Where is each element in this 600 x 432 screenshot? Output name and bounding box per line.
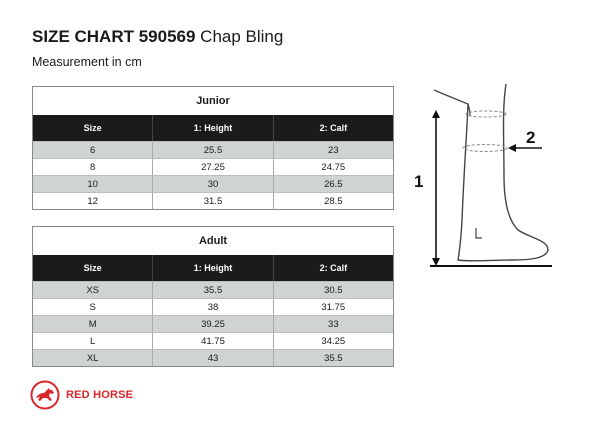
table-title: Junior [33,87,393,115]
title-product: Chap Bling [195,27,284,46]
table-cell: S [89,301,96,313]
table-cell: 43 [152,350,272,366]
table-row [33,281,393,298]
table-cell: 31.5 [152,193,272,209]
table-cell: 33 [273,316,393,332]
brand-logo [30,380,133,410]
table-row [33,315,393,332]
table-cell: 10 [87,178,98,190]
adult-size-table [32,226,394,367]
boot-outline [434,84,548,261]
table-title: Adult [33,227,393,255]
table-cell: 26.5 [273,176,393,192]
table-cell: 35.5 [152,282,272,298]
calf-measure-ring [463,145,507,152]
table-cell: 41.75 [152,333,272,349]
brand-name: RED HORSE [66,389,134,401]
table-cell: XL [86,352,99,364]
table-row [33,158,393,175]
table-cell: M [88,318,97,330]
table-row [33,332,393,349]
measurement-unit-note: Measurement in cm [32,55,142,69]
column-header: 2: Calf [273,255,393,281]
red-horse-logo-icon [30,380,60,410]
table-cell: 35.5 [273,350,393,366]
boot-zip-mark [476,228,482,238]
table-cell: L [90,335,96,347]
table-cell: 24.75 [273,159,393,175]
height-label: 1 [414,172,424,191]
table-cell: 12 [87,195,98,207]
column-header: 1: Height [152,115,272,141]
table-row [33,192,393,209]
top-measure-ring [466,111,506,117]
table-cell: 30.5 [273,282,393,298]
column-header: 2: Calf [273,115,393,141]
table-row [33,298,393,315]
column-header: Size [83,263,102,273]
table-header-row [33,255,393,281]
table-cell: 27.25 [152,159,272,175]
junior-size-table [32,86,394,210]
page-title [32,27,283,47]
height-arrow-head-top [432,110,440,118]
column-header: Size [83,123,102,133]
table-cell: 28.5 [273,193,393,209]
table-cell: XS [86,284,99,296]
table-row [33,141,393,158]
table-row [33,175,393,192]
table-cell: 23 [273,142,393,158]
height-arrow-head-bottom [432,258,440,266]
column-header: 1: Height [152,255,272,281]
table-cell: 38 [152,299,272,315]
table-cell: 39.25 [152,316,272,332]
calf-arrow-head [508,144,516,152]
title-model: SIZE CHART 590569 [32,27,196,46]
table-cell: 31.75 [273,299,393,315]
table-row [33,349,393,366]
table-cell: 25.5 [152,142,272,158]
table-cell: 6 [90,144,96,156]
boot-measurement-diagram-icon [412,80,562,280]
table-cell: 30 [152,176,272,192]
calf-label: 2 [526,128,536,147]
table-cell: 34.25 [273,333,393,349]
table-cell: 8 [90,161,96,173]
table-header-row [33,115,393,141]
